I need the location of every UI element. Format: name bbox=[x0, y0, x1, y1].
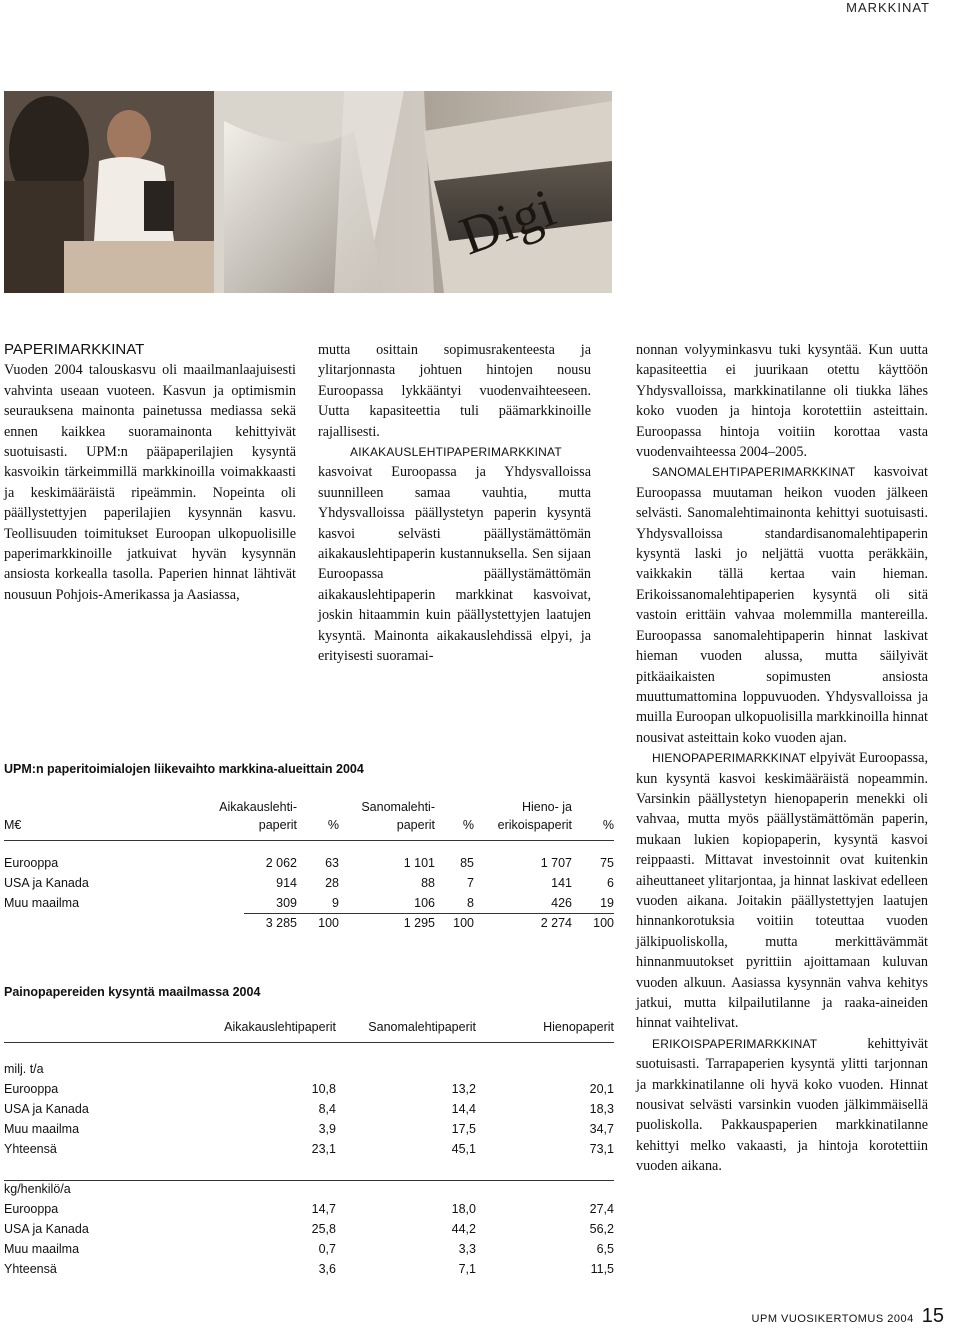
table-2 bbox=[4, 1018, 614, 1280]
row-label: USA ja Kanada bbox=[4, 1222, 89, 1236]
photo-lettering: Digi bbox=[452, 177, 563, 267]
table-2-section-label bbox=[4, 1180, 614, 1198]
table-cell: 63 bbox=[325, 856, 339, 870]
table-row bbox=[4, 1120, 614, 1138]
table-1-header: Sanomalehti- bbox=[361, 800, 435, 814]
table-1-total-divider bbox=[244, 913, 614, 914]
table-1-header: % bbox=[462, 818, 474, 832]
column-2-text-b bbox=[318, 442, 591, 666]
table-cell: 8 bbox=[467, 896, 474, 910]
table-cell: 85 bbox=[460, 856, 474, 870]
table-2-header: Sanomalehtipaperit bbox=[368, 1020, 476, 1034]
article-column-2 bbox=[318, 340, 591, 667]
article-column-3 bbox=[636, 340, 928, 1177]
table-row bbox=[4, 854, 614, 872]
table-cell: 14,7 bbox=[311, 1202, 336, 1216]
table-cell: 45,1 bbox=[451, 1142, 476, 1156]
table-cell: 34,7 bbox=[589, 1122, 614, 1136]
row-label: Muu maailma bbox=[4, 896, 80, 910]
table-cell: 75 bbox=[600, 856, 614, 870]
table-row bbox=[4, 1080, 614, 1098]
table-1-header: erikoispaperit bbox=[497, 818, 572, 832]
table-cell: 309 bbox=[276, 896, 297, 910]
table-1-header-row-1 bbox=[4, 798, 614, 816]
table-cell: 18,3 bbox=[589, 1102, 614, 1116]
column-3-text-b bbox=[636, 462, 928, 748]
row-label: Eurooppa bbox=[4, 1082, 59, 1096]
table-1-header: paperit bbox=[258, 818, 297, 832]
table-cell: 88 bbox=[421, 876, 435, 890]
table-cell: 914 bbox=[276, 876, 297, 890]
table-cell: 28 bbox=[325, 876, 339, 890]
table-cell: 100 bbox=[593, 916, 614, 930]
subheading-sanomalehti: SANOMALEHTIPAPERIMARKKINAT bbox=[652, 465, 856, 480]
table-cell: 7 bbox=[467, 876, 474, 890]
table-cell: 2 274 bbox=[540, 916, 572, 930]
table-1-header: Aikakauslehti- bbox=[219, 800, 297, 814]
column-3-text-a: nonnan volyyminkasvu tuki kysyntää. Kun uutta kapasiteettia ei juurikaan otettu käyttöön Yhdysvalloissa, markkinatilanne oli tiukka lähes koko vuoden ja hintoja korotettiin asteittain. Euroopassa hintoja voitiin korottaa vasta vuodenvaihteessa 2004–2005. bbox=[636, 342, 928, 461]
column-1-text: Vuoden 2004 talouskasvu oli maailmanlaajuisesti vahvinta useaan vuoteen. Kasvun ja optimismin seurauksena mainonta painetussa mediassa sekä ennen kaikkea suoramainonta kehittyivät suotuisasti. UPM:n pääpaperilajien kysyntä kasvoikin tärkeimmillä markkinoilla voimakkaasti ja keskimääräistä ripeämmin. Nopeinta oli päällystettyjen paperilajien kysynnän kasvu. Teollisuuden toimitukset Euroopan ulkopuolisille paperimarkkinoille jatkuivat hyvän kysynnän ansiosta korkealla tasolla. Paperien hinnat lähtivät nousuun Pohjois-Amerikassa ja Aasiassa, bbox=[4, 362, 296, 603]
table-1-title: UPM:n paperitoimialojen liikevaihto markkina-alueittain 2004 bbox=[4, 762, 364, 776]
table-cell: 19 bbox=[600, 896, 614, 910]
table-row bbox=[4, 894, 614, 912]
table-2-section-1: milj. t/a bbox=[4, 1062, 44, 1076]
table-cell: 9 bbox=[332, 896, 339, 910]
table-cell: 20,1 bbox=[589, 1082, 614, 1096]
table-cell: 1 295 bbox=[403, 916, 435, 930]
column-3-text-d-body: kehittyivät suotuisasti. Tarrapaperien kysyntä ylitti tarjonnan ja markkinatilanne oli hyvä koko vuoden. Hinnat nousivat selvästi varsinkin vuoden jälkimmäisellä puoliskolla. Pakkauspaperien markkinatilanne kehittyi melko vakaasti, ja hintoja korotettiin vuoden aikana. bbox=[636, 1035, 928, 1175]
table-2-header-row bbox=[4, 1018, 614, 1036]
table-row bbox=[4, 1100, 614, 1118]
table-2-header: Hienopaperit bbox=[543, 1020, 614, 1034]
table-row bbox=[4, 874, 614, 892]
table-cell: 8,4 bbox=[318, 1102, 336, 1116]
row-label: Eurooppa bbox=[4, 1202, 59, 1216]
table-row bbox=[4, 1200, 614, 1218]
table-cell: 100 bbox=[318, 916, 339, 930]
table-1-header: % bbox=[327, 818, 339, 832]
column-3-text-d bbox=[636, 1034, 928, 1177]
table-2-divider bbox=[4, 1042, 614, 1043]
table-1-header: Hieno- ja bbox=[521, 800, 572, 814]
table-cell: 3,6 bbox=[318, 1262, 336, 1276]
table-cell: 0,7 bbox=[318, 1242, 336, 1256]
column-2-text-b-body: kasvoivat Euroopassa ja Yhdysvalloissa suunnilleen samaa vauhtia, mutta Yhdysvalloissa päällystetyn paperin kysyntä kasvoi selvästi päällystämättömän aikakauslehtipaperin kustannuksella. Sen sijaan Euroopassa päällystämättömän aikakauslehtipaperin markkinat kasvoivat, joskin hitaammin kuin päällystettyjen laatujen kysyntä. Mainonta aikakauslehdissä elpyi, ja erityisesti suoramai- bbox=[318, 464, 591, 665]
table-cell: 11,5 bbox=[590, 1262, 614, 1276]
section-header: MARKKINAT bbox=[846, 0, 930, 15]
row-label: Eurooppa bbox=[4, 856, 59, 870]
table-cell: 1 707 bbox=[540, 856, 572, 870]
table-cell: 73,1 bbox=[589, 1142, 614, 1156]
section-heading: PAPERIMARKKINAT bbox=[4, 341, 145, 358]
page-footer bbox=[752, 1305, 944, 1328]
article-column-1 bbox=[4, 340, 296, 605]
subheading-hienopaperi: HIENOPAPERIMARKKINAT bbox=[652, 751, 807, 766]
subheading-erikoispaperi: ERIKOISPAPERIMARKKINAT bbox=[652, 1036, 818, 1051]
table-cell: 106 bbox=[414, 896, 435, 910]
table-cell: 14,4 bbox=[451, 1102, 476, 1116]
subheading-aikakauslehti: AIKAKAUSLEHTIPAPERIMARKKINAT bbox=[350, 445, 562, 460]
table-2-header: Aikakauslehtipaperit bbox=[224, 1020, 336, 1034]
table-cell: 27,4 bbox=[589, 1202, 614, 1216]
table-cell: 100 bbox=[453, 916, 474, 930]
table-cell: 7,1 bbox=[458, 1262, 476, 1276]
photo-illustration bbox=[4, 91, 612, 293]
table-row bbox=[4, 1260, 614, 1278]
table-1 bbox=[4, 798, 614, 938]
table-1-unit: M€ bbox=[4, 818, 22, 832]
table-cell: 3,9 bbox=[318, 1122, 336, 1136]
column-3-text-b-body: kasvoivat Euroopassa muutaman heikon vuoden jälkeen selvästi. Sanomalehtimainonta kehittyi suotuisasti. Yhdysvalloissa standardisanomalehtipaperin kysyntä laski jo neljättä vuotta peräkkäin, vaikkakin tällä kertaa vain hieman. Erikoissanomalehtipaperien kysyntä oli sitä vastoin erittäin vahvaa molemmilla mantereilla. Euroopassa sanomalehtipaperin hinnat laskivat hieman vuoden alussa, mutta säilyivät pitkäaikaisten sopimusten ansiosta muuttumattomina loppuvuoden. Yhdysvalloissa ja muilla Euroopan ulkopuolisilla markkinoilla hinnat nousivat asteittain koko vuoden ajan. bbox=[636, 464, 928, 746]
table-2-section-2: kg/henkilö/a bbox=[4, 1182, 71, 1196]
table-1-divider bbox=[4, 840, 614, 841]
table-cell: 6,5 bbox=[596, 1242, 614, 1256]
report-name: UPM VUOSIKERTOMUS 2004 bbox=[751, 1313, 914, 1325]
column-3-text-c-body: elpyivät Euroopassa, kun kysyntä kasvoi keskimääräistä nopeammin. Varsinkin päällystetyn hienopaperin menekki oli vahvaa, mutta myös päällystämättömän paperin, mukaan lukien kopiopaperin, kysyntä kasvoi reippaasti. Mittavat investoinnit ovat kuitenkin aiheuttaneet ylitarjontaa, ja hinnat laskivat edelleen vuoden aikana. Joitakin päällystettyjen laatujen hinnankorotuksia voitiin toteuttaa vuoden jälkipuoliskolla, mutta merkittävämmät hinnanmuutokset pyrittiin ajoittamaan kuluvan vuoden alkuun. Aasiassa kysynnän vahva kehitys jatkui, mutta kilpailutilanne ja raaka-aineiden hinnat vaihtelivat. bbox=[636, 750, 928, 1032]
row-label: Muu maailma bbox=[4, 1242, 80, 1256]
header-photo bbox=[4, 91, 612, 293]
table-cell: 56,2 bbox=[589, 1222, 614, 1236]
table-cell: 18,0 bbox=[451, 1202, 476, 1216]
table-cell: 1 101 bbox=[403, 856, 435, 870]
row-label: USA ja Kanada bbox=[4, 876, 89, 890]
column-2-text-a: mutta osittain sopimusrakenteesta ja ylitarjonnasta johtuen hintojen nousu Euroopassa lykkääntyi vuodenvaihteeseen. Uutta kapasiteettia tuli päämarkkinoille rajallisesti. bbox=[318, 342, 591, 440]
table-cell: 44,2 bbox=[451, 1222, 476, 1236]
table-1-header: paperit bbox=[396, 818, 435, 832]
table-1-header-row-2 bbox=[4, 816, 614, 834]
table-row bbox=[4, 1240, 614, 1258]
table-cell: 10,8 bbox=[311, 1082, 336, 1096]
table-row bbox=[4, 1220, 614, 1238]
table-1-header: % bbox=[602, 818, 614, 832]
table-cell: 3,3 bbox=[458, 1242, 476, 1256]
table-1-total-row bbox=[4, 914, 614, 932]
table-cell: 17,5 bbox=[451, 1122, 476, 1136]
table-2-section-label bbox=[4, 1060, 614, 1078]
table-cell: 2 062 bbox=[265, 856, 297, 870]
row-label: Yhteensä bbox=[4, 1142, 57, 1156]
page-number: 15 bbox=[921, 1305, 944, 1327]
table-cell: 23,1 bbox=[311, 1142, 336, 1156]
table-cell: 25,8 bbox=[311, 1222, 336, 1236]
row-label: Muu maailma bbox=[4, 1122, 80, 1136]
table-cell: 3 285 bbox=[265, 916, 297, 930]
table-cell: 141 bbox=[551, 876, 572, 890]
table-row bbox=[4, 1140, 614, 1158]
table-2-title: Painopapereiden kysyntä maailmassa 2004 bbox=[4, 985, 261, 999]
table-cell: 6 bbox=[607, 876, 614, 890]
row-label: USA ja Kanada bbox=[4, 1102, 89, 1116]
table-cell: 13,2 bbox=[451, 1082, 476, 1096]
row-label: Yhteensä bbox=[4, 1262, 57, 1276]
column-3-text-c bbox=[636, 748, 928, 1034]
table-cell: 426 bbox=[551, 896, 572, 910]
